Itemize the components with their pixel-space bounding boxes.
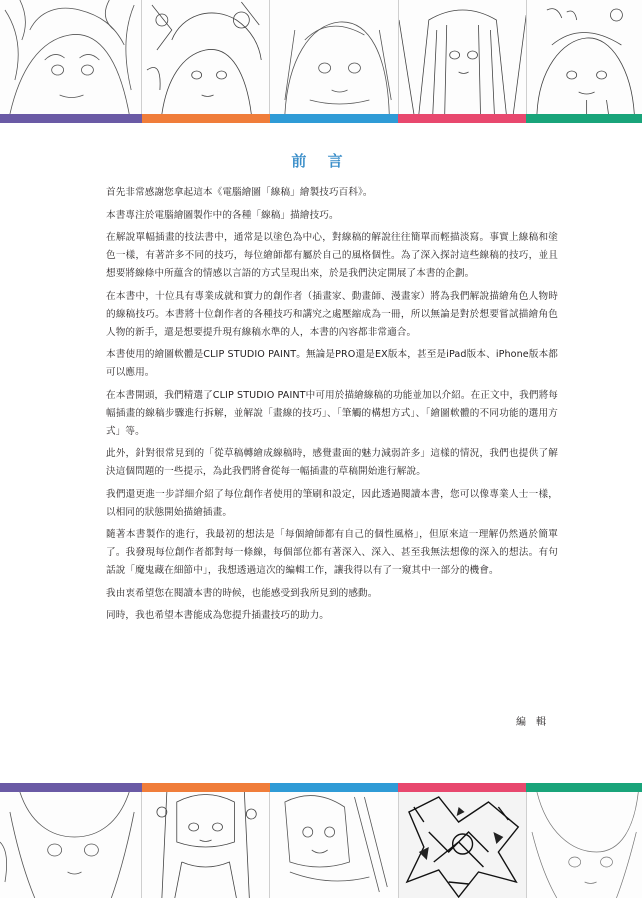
line-art-thumbnail [527,0,642,114]
color-bar-segment [270,114,398,123]
paragraph: 我由衷希望您在閱讀本書的時候，也能感受到我所見到的感動。 [106,587,378,599]
paragraph: 首先非常感謝您拿起這本《電腦繪圖「線稿」繪製技巧百科》。 [106,187,373,198]
paragraph: 在解說單幅插畫的技法書中，通常是以塗色為中心，對線稿的解說往往簡單而輕描淡寫。事實上線稿和塗色一樣，有著許多不同的技巧，每位繪師都有屬於自己的風格個性。為了深入探討這些線稿的技巧，並且想要將線條中所蘊含的情感以言語的方式呈現出來，於是我們決定開展了本書的企劃。 [106,232,558,279]
line-art-thumbnail [270,792,398,898]
signature: 編輯 [516,717,556,728]
line-art-thumbnail [142,792,270,898]
color-bar-bottom [0,783,642,792]
color-bar-segment [0,114,142,123]
color-bar-segment [0,783,142,792]
preface-body [106,184,558,630]
paragraph: 在本書中，十位具有專業成就和實力的創作者（插畫家、動畫師、漫畫家）將為我們解說描繪角色人物時的線稿技巧。本書將十位創作者的各種技巧和講究之處壓縮成為一冊，所以無論是對於想要嘗試描繪角色人物的新手，還是想要提升現有線稿水準的人，本書的內容都非常適合。 [106,290,558,338]
color-bar-segment [526,114,642,123]
color-bar-segment [526,783,642,792]
color-bar-segment [398,783,526,792]
paragraph: 此外，針對很常見到的「從草稿轉繪成線稿時，感覺畫面的魅力減弱許多」這樣的情況，我們也提供了解決這個問題的一些提示，為此我們將會從每一幅插畫的草稿開始進行解說。 [106,448,558,477]
top-illustration-strip [0,0,642,123]
line-art-thumbnail [270,0,398,114]
color-bar-segment [398,114,526,123]
page-title: 前 言 [291,152,351,170]
line-art-thumbnail [0,0,142,114]
paragraph: 我們還更進一步詳細介紹了每位創作者使用的筆刷和設定，因此透過閱讀本書，您可以像專業人士一樣，以相同的狀態開始描繪插畫。 [106,488,558,518]
paragraph: 本書使用的繪圖軟體是CLIP STUDIO PAINT。無論是PRO還是EX版本，甚至是iPad版本、iPhone版本都可以應用。 [106,349,558,378]
line-art-thumbnail [0,792,142,898]
color-bar-segment [270,783,398,792]
paragraph: 本書專注於電腦繪圖製作中的各種「線稿」描繪技巧。 [106,209,339,221]
paragraph: 隨著本書製作的進行，我最初的想法是「每個繪師都有自己的個性風格」，但原來這一理解仍然過於簡單了。我發現每位創作者都對每一條線，每個部位都有著深入、深入、甚至我無法想像的深入的想法。有句話說「魔鬼藏在細節中」，我想透過這次的編輯工作，讓我得以有了一窺其中一部分的機會。 [106,529,558,576]
line-art-thumbnail [142,0,270,114]
bottom-illustration-strip [0,783,642,898]
line-art-thumbnail [399,792,527,898]
line-art-thumbnail [399,0,527,114]
line-art-thumbnail [527,792,642,898]
paragraph: 在本書開頭，我們精選了CLIP STUDIO PAINT中可用於描繪線稿的功能並加以介紹。在正文中，我們將每幅插畫的線稿步驟進行拆解，並解說「畫線的技巧」、「筆觸的構想方式」、「繪圖軟體的不同功能的選用方式」等。 [106,389,558,437]
color-bar-top [0,114,642,123]
paragraph: 同時，我也希望本書能成為您提升插畫技巧的助力。 [106,610,329,621]
color-bar-segment [142,114,270,123]
color-bar-segment [142,783,270,792]
